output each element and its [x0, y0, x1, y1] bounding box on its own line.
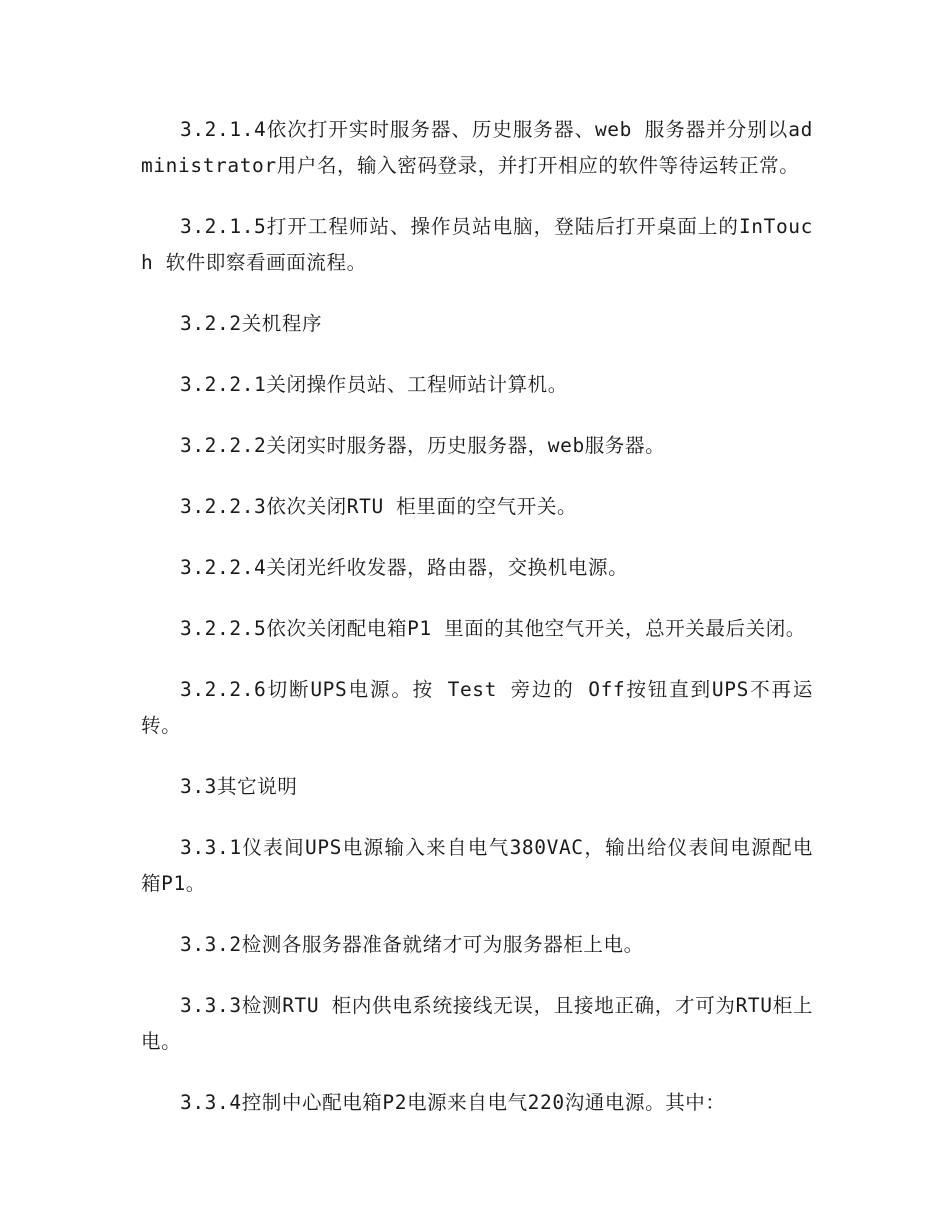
paragraph-3-3-3: 3.3.3检测RTU 柜内供电系统接线无误，且接地正确，才可为RTU柜上电。 — [141, 994, 813, 1053]
paragraph-3-2-2-1: 3.2.2.1关闭操作员站、工程师站计算机。 — [180, 373, 568, 396]
paragraph-3-2-1-5: 3.2.1.5打开工程师站、操作员站电脑，登陆后打开桌面上的InTouch 软件即察看画面流程。 — [141, 215, 813, 274]
paragraph-3-3-1: 3.3.1仪表间UPS电源输入来自电气380VAC，输出给仪表间电源配电箱P1。 — [141, 836, 813, 895]
paragraph-3-2-1-4: 3.2.1.4依次打开实时服务器、历史服务器、web 服务器并分别以administrator用户名，输入密码登录，并打开相应的软件等待运转正常。 — [141, 118, 813, 177]
heading-3-2-2-shutdown-procedure: 3.2.2关机程序 — [180, 312, 323, 335]
paragraph-3-2-2-3: 3.2.2.3依次关闭RTU 柜里面的空气开关。 — [180, 495, 578, 518]
paragraph-3-3-2: 3.3.2检测各服务器准备就绪才可为服务器柜上电。 — [180, 933, 644, 956]
document-body — [141, 112, 813, 1121]
heading-3-3-other-notes: 3.3其它说明 — [180, 775, 298, 798]
paragraph-3-2-2-4: 3.2.2.4关闭光纤收发器，路由器，交换机电源。 — [180, 556, 629, 579]
paragraph-3-2-2-5: 3.2.2.5依次关闭配电箱P1 里面的其他空气开关，总开关最后关闭。 — [180, 617, 806, 640]
paragraph-3-3-4: 3.3.4控制中心配电箱P2电源来自电气220沟通电源。其中： — [180, 1091, 726, 1114]
paragraph-3-2-2-2: 3.2.2.2关闭实时服务器，历史服务器，web服务器。 — [180, 434, 666, 457]
paragraph-3-2-2-6: 3.2.2.6切断UPS电源。按 Test 旁边的 Off按钮直到UPS不再运转。 — [141, 678, 813, 737]
